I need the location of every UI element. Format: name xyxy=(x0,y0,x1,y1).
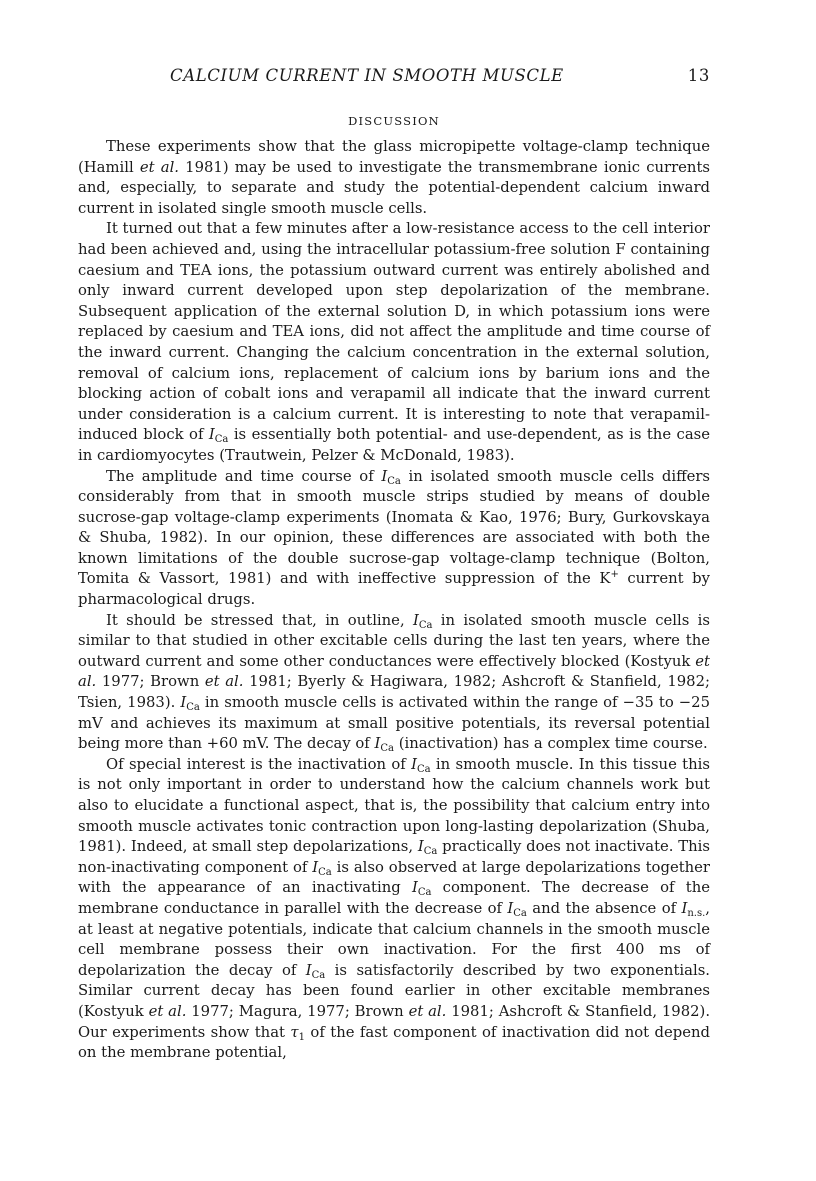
body-text xyxy=(78,137,710,1064)
text-line: These experiments show that the glass micropipette voltage-clamp technique xyxy=(106,138,710,155)
text-line: isolated single smooth muscle cells. xyxy=(157,199,428,217)
text-line: It turned out that a few minutes after a low-resistance access to the cell interior xyxy=(106,220,710,238)
text-line: current. Changing the calcium concentration in the external solution, removal of xyxy=(78,343,710,382)
text-line: to that studied in other excitable cells during the last ten years, where the outward xyxy=(78,632,710,670)
running-header xyxy=(78,66,710,90)
text-line: considerably from that in smooth muscle strips studied by means of double xyxy=(78,488,710,506)
text-line: is not only important in order to understand how the calcium channels work but also xyxy=(78,776,710,814)
text-line: drugs. xyxy=(207,591,256,609)
text-line: It should be stressed that, in outline, $I_{Ca}$ in isolated smooth muscle cells is similar xyxy=(78,611,710,650)
text-line: with the appearance of an inactivating $I_{Ca}$ component. The decrease of the membrane xyxy=(78,879,710,917)
text-line: current and some other conductances were effectively blocked (Kostyuk et al. 1977; xyxy=(78,652,710,691)
text-line: sucrose-gap voltage-clamp experiments (Inomata & Kao, 1976; Bury, Gurkovskaya xyxy=(78,508,710,526)
text-line: has been found earlier in other excitable membranes (Kostyuk et al. 1977; Magura, xyxy=(78,982,710,1020)
running-title: CALCIUM CURRENT IN SMOOTH MUSCLE xyxy=(170,66,564,85)
section-heading: DISCUSSION xyxy=(348,114,440,128)
text-line: smooth muscle activates tonic contraction upon long-lasting depolarization (Shuba, xyxy=(78,817,710,835)
text-line: decay of $I_{Ca}$ is satisfactorily described by two exponentials. Similar current decay xyxy=(78,961,710,1000)
text-line: & Shuba, 1982). In our opinion, these differences are associated with both the known xyxy=(78,529,710,567)
text-line: non-inactivating component of $I_{Ca}$ is also observed at large depolarizations together xyxy=(78,858,711,878)
text-line: caesium and TEA ions, the potassium outward current was entirely abolished and xyxy=(78,261,710,279)
text-line: Vassort, 1981) and with ineffective suppression of the K+ current by pharmacological xyxy=(78,569,710,609)
text-line: application of the external solution D, in which potassium ions were replaced by xyxy=(78,302,710,341)
text-line: Brown et al. 1981; Byerly & Hagiwara, 1982; Ashcroft & Stanfield, 1982; Tsien, xyxy=(78,673,710,712)
text-line: Of special interest is the inactivation of $I_{Ca}$ in smooth muscle. In this tissue this xyxy=(106,755,710,775)
text-line: to elucidate a functional aspect, that is, the possibility that calcium entry into xyxy=(113,797,710,814)
text-line: had been achieved and, using the intracellular potassium-free solution F containing xyxy=(78,240,710,258)
text-line: 1981). Indeed, at small step depolarizations, $I_{Ca}$ practically does not inactivate. This xyxy=(78,838,711,858)
paragraph xyxy=(78,137,710,219)
text-line: conductance in parallel with the decrease of $I_{Ca}$ and the absence of $I_{n.s.}$, at least at xyxy=(78,899,710,938)
text-line: and achieves its maximum at small positive potentials, its reversal potential being xyxy=(78,714,710,753)
page-number: 13 xyxy=(687,66,710,85)
text-line: is a calcium current. It is interesting to note that verapamil-induced block of $I_{Ca}$ is xyxy=(78,405,711,446)
paragraph xyxy=(78,755,710,1064)
text-line: negative potentials, indicate that calcium channels in the smooth muscle cell xyxy=(78,920,711,959)
text-line: 1983). $I_{Ca}$ in smooth muscle cells is activated within the range of −35 to −25 mV xyxy=(78,694,711,732)
journal-page xyxy=(78,66,710,1064)
text-line: $\tau_1$ of the fast component of inactivation did not depend on the membrane potential, xyxy=(78,1023,710,1062)
text-line: more than +60 mV. The decay of $I_{Ca}$ (inactivation) has a complex time course. xyxy=(124,735,708,755)
text-line: only inward current developed upon step depolarization of the membrane. Subsequent xyxy=(78,282,710,320)
text-line: (Hamill et al. 1981) may be used to investigate the transmembrane ionic currents and, xyxy=(78,158,710,197)
text-line: cobalt ions and verapamil all indicate that the inward current under consideration xyxy=(78,385,710,423)
text-line: 1977; Brown et al. 1981; Ashcroft & Stanfield, 1982). Our experiments show that xyxy=(78,1002,711,1041)
text-line: caesium and TEA ions, did not affect the amplitude and time course of the inward xyxy=(78,323,710,361)
text-line: especially, to separate and study the potential-dependent calcium inward current in xyxy=(78,179,710,217)
paragraph xyxy=(78,611,710,755)
paragraph xyxy=(78,467,710,611)
paragraph xyxy=(78,219,710,466)
text-line: (Trautwein, Pelzer & McDonald, 1983). xyxy=(219,446,515,464)
text-line: calcium ions, replacement of calcium ions by barium ions and the blocking action of xyxy=(78,364,710,403)
text-line: essentially both potential- and use-dependent, as is the case in cardiomyocytes xyxy=(78,426,710,464)
text-line: limitations of the double sucrose-gap voltage-clamp technique (Bolton, Tomita & xyxy=(78,549,710,588)
text-line: The amplitude and time course of $I_{Ca}$ in isolated smooth muscle cells differs xyxy=(106,467,710,487)
text-line: membrane possess their own inactivation. For the first 400 ms of depolarization the xyxy=(78,941,710,979)
